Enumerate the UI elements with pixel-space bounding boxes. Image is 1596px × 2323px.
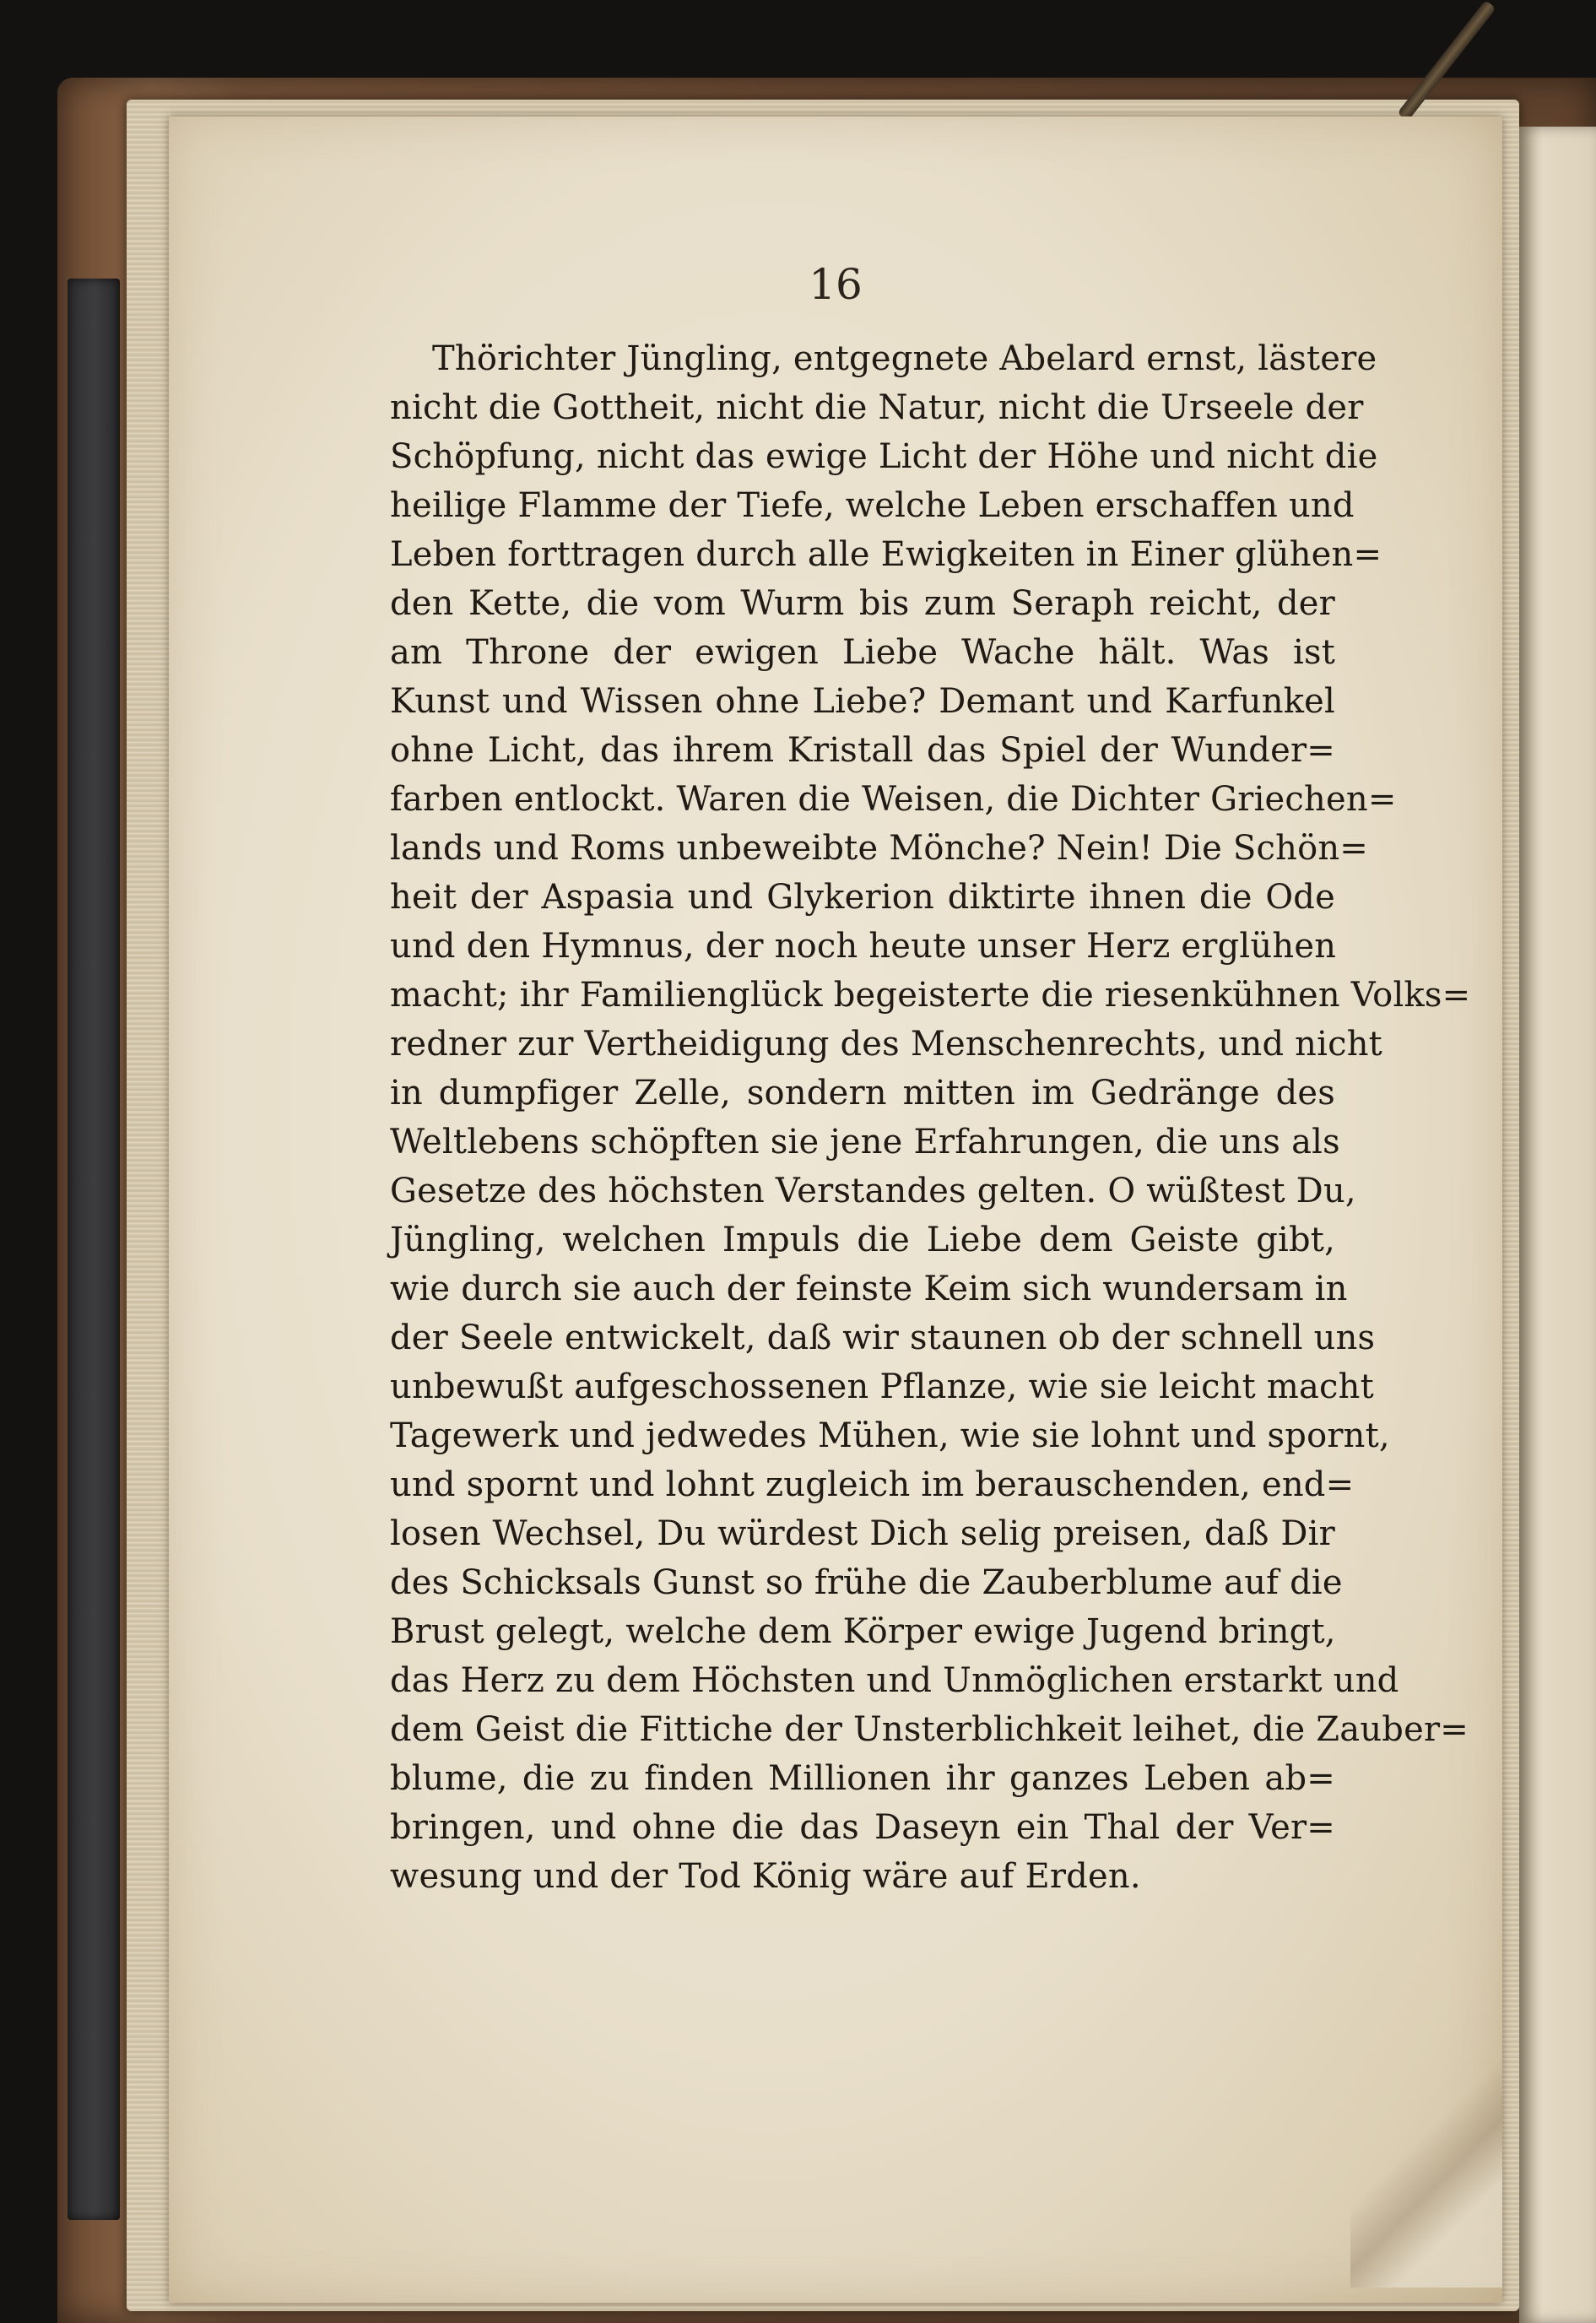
text-line: am Throne der ewigen Liebe Wache hält. Was ist (390, 633, 1335, 672)
text-line: Schöpfung, nicht das ewige Licht der Höhe und nicht die (390, 437, 1378, 476)
text-line: farben entlockt. Waren die Weisen, die Dichter Griechen= (390, 780, 1397, 819)
text-line: Kunst und Wissen ohne Liebe? Demant und Karfunkel (390, 682, 1335, 721)
text-line: und spornt und lohnt zugleich im berauschenden, end= (390, 1465, 1355, 1504)
text-line: wesung und der Tod König wäre auf Erden. (390, 1857, 1141, 1896)
page-number: 16 (809, 260, 863, 309)
text-line: Gesetze des höchsten Verstandes gelten. O wüßtest Du, (390, 1172, 1356, 1210)
text-line: macht; ihr Familienglück begeisterte die riesenkühnen Volks= (390, 976, 1471, 1015)
text-line: bringen, und ohne die das Daseyn ein Thal der Ver= (390, 1808, 1335, 1847)
text-line: Leben forttragen durch alle Ewigkeiten in Einer glühen= (390, 535, 1382, 574)
text-line: und den Hymnus, der noch heute unser Herz erglühen (390, 927, 1337, 966)
text-line: redner zur Vertheidigung des Menschenrechts, und nicht (390, 1025, 1382, 1064)
facing-page (1519, 127, 1596, 2323)
text-line: heilige Flamme der Tiefe, welche Leben erschaffen und (390, 486, 1355, 525)
text-line: unbewußt aufgeschossenen Pflanze, wie sie leicht macht (390, 1367, 1374, 1406)
text-line: in dumpfiger Zelle, sondern mitten im Gedränge des (390, 1074, 1335, 1113)
text-line: losen Wechsel, Du würdest Dich selig preisen, daß Dir (390, 1514, 1335, 1553)
text-line: wie durch sie auch der feinste Keim sich wundersam in (390, 1270, 1348, 1308)
text-line: der Seele entwickelt, daß wir staunen ob der schnell uns (390, 1319, 1376, 1357)
text-line: heit der Aspasia und Glykerion diktirte ihnen die Ode (390, 878, 1335, 917)
text-line: ohne Licht, das ihrem Kristall das Spiel der Wunder= (390, 731, 1335, 770)
spine-strip (68, 279, 120, 2220)
text-line: Brust gelegt, welche dem Körper ewige Jugend bringt, (390, 1612, 1336, 1651)
text-line: Weltlebens schöpften sie jene Erfahrungen, die uns als (390, 1123, 1340, 1162)
text-line: lands und Roms unbeweibte Mönche? Nein! Die Schön= (390, 829, 1369, 868)
text-line: blume, die zu finden Millionen ihr ganzes Leben ab= (390, 1759, 1335, 1798)
text-line: das Herz zu dem Höchsten und Unmöglichen erstarkt und (390, 1661, 1399, 1700)
page-body-text (390, 334, 1471, 1901)
text-line: dem Geist die Fittiche der Unsterblichkeit leihet, die Zauber= (390, 1710, 1469, 1749)
text-line: des Schicksals Gunst so frühe die Zauberblume auf die (390, 1563, 1343, 1602)
text-line: Tagewerk und jedwedes Mühen, wie sie lohnt und spornt, (390, 1416, 1390, 1455)
text-line: den Kette, die vom Wurm bis zum Seraph reicht, der (390, 584, 1335, 623)
text-line: nicht die Gottheit, nicht die Natur, nicht die Urseele der (390, 388, 1364, 427)
text-line: Jüngling, welchen Impuls die Liebe dem Geiste gibt, (390, 1221, 1335, 1259)
text-line: Thörichter Jüngling, entgegnete Abelard ernst, lästere (432, 339, 1377, 378)
